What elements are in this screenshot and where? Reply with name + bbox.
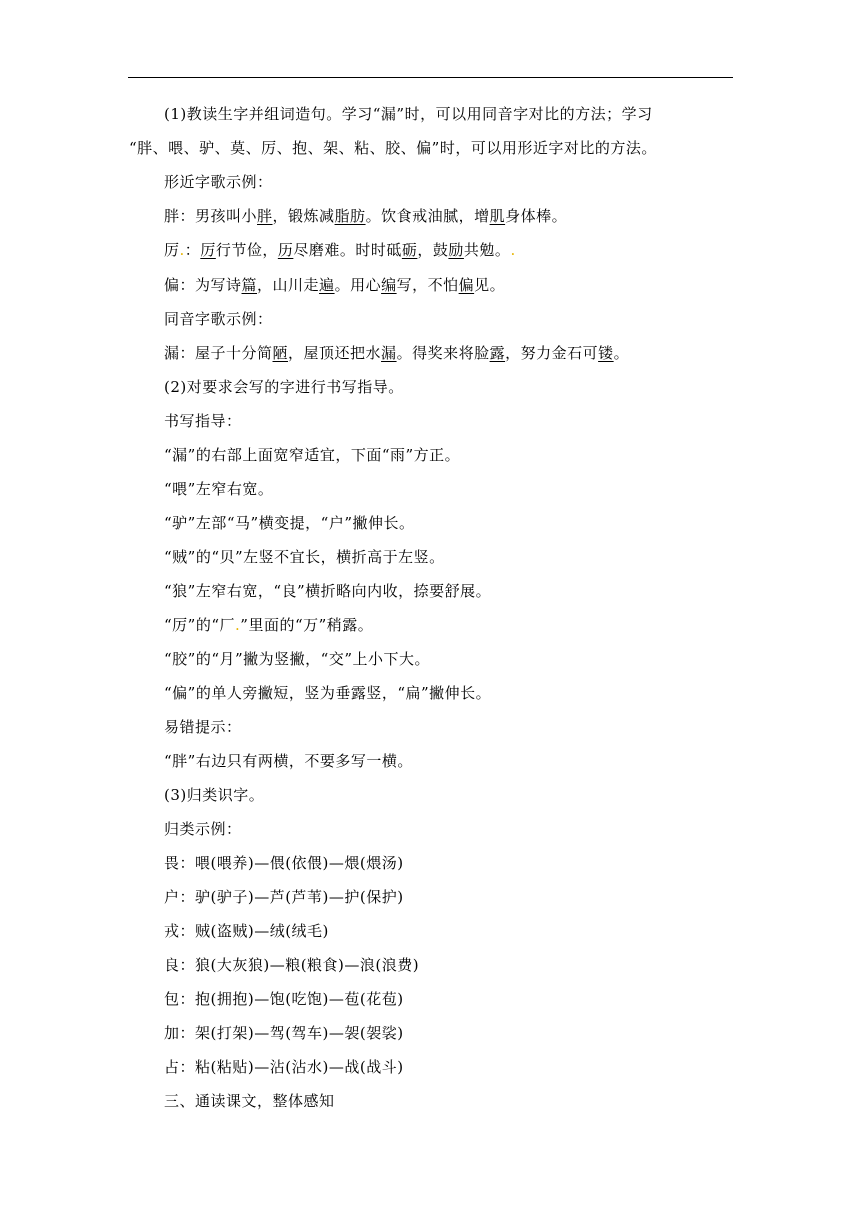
text-segment: 。得奖来将脸 — [396, 344, 490, 362]
text-segment: (1)教读生字并组词造句。学习“漏”时，可以用同音字对比的方法；学习 — [164, 105, 653, 123]
text-segment: 。用心 — [334, 276, 382, 294]
text-line — [164, 614, 373, 636]
text-segment: ，努力金石可 — [505, 344, 599, 362]
text-line — [164, 1056, 404, 1078]
text-segment: 三、通读课文，整体感知 — [164, 1092, 335, 1110]
text-segment: 。饮食戒油腻，增 — [365, 207, 490, 225]
text-segment: 同音字歌示例： — [164, 310, 273, 328]
text-line — [164, 920, 329, 942]
underlined-char: 篇 — [241, 276, 258, 294]
text-segment: ”里面的“万”稍露。 — [240, 616, 374, 634]
text-segment: 偏：为写诗 — [164, 276, 242, 294]
text-line — [164, 239, 516, 261]
text-segment: 书写指导： — [164, 412, 242, 430]
text-line — [164, 410, 242, 432]
underlined-char: 露 — [489, 344, 506, 362]
text-line — [164, 512, 415, 534]
text-segment: “偏”的单人旁撇短，竖为垂露竖，“扁”撇伸长。 — [164, 684, 492, 702]
text-segment: “喂”左窄右宽。 — [164, 480, 274, 498]
text-segment: “胶”的“月”撇为竖撇，“交”上小下大。 — [164, 650, 431, 668]
underlined-char: 胖 — [257, 207, 273, 225]
text-segment: “贼”的“贝”左竖不宜长，横折高于左竖。 — [164, 548, 445, 566]
text-segment: 共勉。 — [463, 241, 511, 259]
text-segment: 良：狼(大灰狼)—粮(粮食)—浪(浪费) — [164, 956, 420, 974]
text-line — [164, 716, 242, 738]
text-segment: ，锻炼减 — [272, 207, 335, 225]
text-line — [164, 886, 404, 908]
underlined-char: 肌 — [489, 207, 506, 225]
text-segment: “胖”右边只有两横，不要多写一横。 — [164, 752, 413, 770]
text-segment: 畏：喂(喂养)—偎(依偎)—煨(煨汤) — [164, 854, 404, 872]
text-line — [164, 478, 273, 500]
text-segment: 写，不怕 — [396, 276, 459, 294]
text-line — [164, 784, 264, 806]
text-line — [164, 342, 629, 364]
text-segment: ，屋顶还把水 — [288, 344, 382, 362]
text-segment: (3)归类识字。 — [164, 786, 265, 804]
text-segment: 包：抱(拥抱)—饱(吃饱)—苞(花苞) — [164, 990, 404, 1008]
underlined-char: 漏 — [381, 344, 397, 362]
text-line — [164, 546, 445, 568]
text-segment: 户：驴(驴子)—芦(芦苇)—护(保护) — [164, 888, 404, 906]
text-segment: “狼”左窄右宽，“良”横折略向内收，捺要舒展。 — [164, 582, 492, 600]
text-segment: 形近字歌示例： — [164, 173, 273, 191]
underlined-char: 励 — [448, 241, 464, 259]
text-line — [164, 750, 413, 772]
text-segment: 胖：男孩叫小 — [164, 207, 258, 225]
header-rule — [128, 77, 733, 78]
text-segment: 戎：贼(盗贼)—绒(绒毛) — [164, 922, 329, 940]
text-line — [129, 137, 657, 159]
underlined-char: 遍 — [319, 276, 335, 294]
text-segment: ： — [184, 241, 201, 259]
text-segment: 加：架(打架)—驾(驾车)—袈(袈裟) — [164, 1024, 404, 1042]
text-line — [164, 205, 567, 227]
text-segment: “厉”的“厂 — [164, 616, 236, 634]
underlined-char: 陋 — [272, 344, 289, 362]
text-line — [164, 171, 273, 193]
text-line — [164, 988, 404, 1010]
text-line — [164, 308, 273, 330]
text-segment: ，鼓 — [417, 241, 449, 259]
text-segment: ，山川走 — [257, 276, 320, 294]
text-segment: 厉 — [164, 241, 180, 259]
text-line — [164, 444, 460, 466]
text-line — [164, 648, 430, 670]
underlined-char: 脂肪 — [334, 207, 366, 225]
text-segment: (2)对要求会写的字进行书写指导。 — [164, 378, 404, 396]
text-segment: 身体棒。 — [505, 207, 568, 225]
text-line — [164, 580, 491, 602]
emphasis-dot: . — [510, 241, 516, 259]
text-segment: “漏”的右部上面宽窄适宜，下面“雨”方正。 — [164, 446, 461, 464]
text-line — [164, 954, 419, 976]
text-line — [164, 103, 653, 125]
text-line — [164, 682, 491, 704]
text-segment: 尽磨难。时时砥 — [293, 241, 402, 259]
underlined-char: 镂 — [598, 344, 614, 362]
underlined-char: 砺 — [401, 241, 418, 259]
text-segment: 归类示例： — [164, 820, 242, 838]
text-line — [164, 852, 404, 874]
text-segment: 见。 — [474, 276, 506, 294]
text-segment: 易错提示： — [164, 718, 242, 736]
underlined-char: 编 — [381, 276, 397, 294]
underlined-char: 偏 — [458, 276, 475, 294]
text-segment: 。 — [613, 344, 630, 362]
text-line — [164, 1022, 404, 1044]
text-line — [164, 274, 505, 296]
text-segment: “驴”左部“马”横变提，“户”撇伸长。 — [164, 514, 415, 532]
text-segment: 漏：屋子十分简 — [164, 344, 273, 362]
text-segment: 行节俭， — [215, 241, 278, 259]
text-segment: 占：粘(粘贴)—沾(沾水)—战(战斗) — [164, 1058, 404, 1076]
text-line — [164, 1090, 335, 1112]
text-line — [164, 818, 242, 840]
underlined-char: 厉 — [200, 241, 216, 259]
text-segment: “胖、喂、驴、莫、厉、抱、架、粘、胶、偏”时，可以用形近字对比的方法。 — [129, 139, 657, 157]
emphasis-dot: . — [235, 616, 241, 634]
text-line — [164, 376, 404, 398]
underlined-char: 历 — [277, 241, 294, 259]
emphasis-dot: . — [179, 241, 185, 259]
